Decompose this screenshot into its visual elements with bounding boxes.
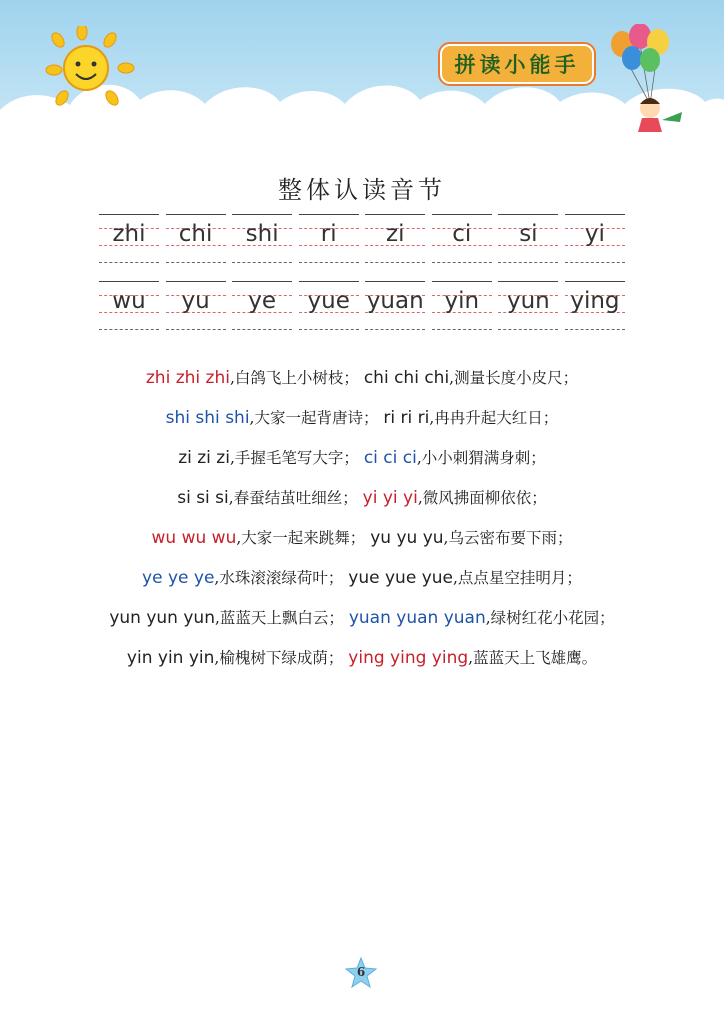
syllable: shi bbox=[245, 221, 279, 247]
syllable-cell bbox=[432, 281, 492, 337]
syllable: zhi bbox=[112, 221, 146, 247]
syllable-cell bbox=[166, 214, 226, 270]
rhyme-pinyin: yi yi yi bbox=[362, 488, 418, 508]
syllable-cell bbox=[232, 214, 292, 270]
badge-text: 拼读小能手 bbox=[454, 53, 580, 77]
rhyme-line bbox=[40, 564, 684, 604]
rhyme-pinyin: si si si bbox=[177, 488, 229, 508]
syllable-cell bbox=[99, 214, 159, 270]
syllable: yu bbox=[181, 288, 210, 314]
rhyme-text: ,榆槐树下绿成荫； bbox=[214, 649, 344, 667]
syllable-cell bbox=[498, 281, 558, 337]
rhyme-text: ,水珠滚滚绿荷叶； bbox=[214, 569, 344, 587]
rhyme-pinyin: ci ci ci bbox=[363, 448, 417, 468]
rhyme-pinyin: zi zi zi bbox=[178, 448, 230, 468]
syllable-cell bbox=[365, 281, 425, 337]
syllable-cell bbox=[565, 214, 625, 270]
rhyme-pinyin: yue yue yue bbox=[348, 568, 453, 588]
syllable-grid-row-1 bbox=[99, 214, 625, 270]
page-number-badge bbox=[344, 956, 378, 990]
rhyme-line bbox=[40, 364, 684, 404]
rhyme-text: ,小小刺猬满身刺； bbox=[416, 449, 546, 467]
syllable: ye bbox=[248, 288, 276, 314]
syllable-cell bbox=[432, 214, 492, 270]
syllable-cell bbox=[299, 214, 359, 270]
syllable: wu bbox=[112, 288, 146, 314]
syllable-cell bbox=[299, 281, 359, 337]
syllable-cell bbox=[166, 281, 226, 337]
syllable: ri bbox=[320, 221, 337, 247]
rhyme-text: ,春蚕结茧吐细丝； bbox=[228, 489, 358, 507]
rhyme-line bbox=[40, 444, 684, 484]
rhyme-pinyin: chi chi chi bbox=[363, 368, 450, 388]
rhyme-text: ,大家一起背唐诗； bbox=[249, 409, 379, 427]
rhyme-line bbox=[40, 524, 684, 564]
syllable-grid-row-2 bbox=[99, 281, 625, 337]
page-number: 6 bbox=[356, 965, 366, 979]
syllable-cell bbox=[365, 214, 425, 270]
rhyme-pinyin: shi shi shi bbox=[165, 408, 250, 428]
rhyme-line bbox=[40, 644, 684, 684]
rhyme-pinyin: wu wu wu bbox=[151, 528, 237, 548]
rhyme-pinyin: ye ye ye bbox=[142, 568, 215, 588]
syllable: yi bbox=[584, 221, 605, 247]
rhyme-list bbox=[40, 364, 684, 684]
syllable: yun bbox=[506, 288, 550, 314]
rhyme-text: ,白鸽飞上小树枝； bbox=[229, 369, 359, 387]
syllable-cell bbox=[498, 214, 558, 270]
syllable: chi bbox=[178, 221, 213, 247]
rhyme-pinyin: yin yin yin bbox=[126, 648, 215, 668]
rhyme-line bbox=[40, 604, 684, 644]
syllable: ci bbox=[452, 221, 472, 247]
syllable-cell bbox=[565, 281, 625, 337]
syllable: si bbox=[519, 221, 538, 247]
rhyme-line bbox=[40, 404, 684, 444]
rhyme-text: ,大家一起来跳舞； bbox=[236, 529, 366, 547]
syllable: yuan bbox=[366, 288, 424, 314]
rhyme-line bbox=[40, 484, 684, 524]
page-title: 整体认读音节 bbox=[278, 176, 446, 204]
rhyme-text: ,绿树红花小花园； bbox=[485, 609, 615, 627]
sun-icon bbox=[40, 26, 140, 120]
rhyme-pinyin: yu yu yu bbox=[370, 528, 444, 548]
rhyme-text: ,手握毛笔写大字； bbox=[229, 449, 359, 467]
rhyme-pinyin: zhi zhi zhi bbox=[145, 368, 230, 388]
rhyme-text: ,微风拂面柳依依； bbox=[417, 489, 547, 507]
rhyme-text: ,冉冉升起大红日； bbox=[429, 409, 559, 427]
rhyme-pinyin: yuan yuan yuan bbox=[348, 608, 486, 628]
section-badge bbox=[440, 44, 594, 84]
rhyme-pinyin: ri ri ri bbox=[383, 408, 430, 428]
rhyme-text: ,乌云密布要下雨； bbox=[443, 529, 573, 547]
rhyme-pinyin: yun yun yun bbox=[109, 608, 215, 628]
syllable-cell bbox=[99, 281, 159, 337]
rhyme-text: ,蓝蓝天上飞雄鹰。 bbox=[468, 649, 598, 667]
rhyme-pinyin: ying ying ying bbox=[348, 648, 469, 668]
syllable: yue bbox=[307, 288, 350, 314]
rhyme-text: ,测量长度小皮尺； bbox=[449, 369, 579, 387]
syllable-cell bbox=[232, 281, 292, 337]
rhyme-text: ,蓝蓝天上飘白云； bbox=[214, 609, 344, 627]
balloon-girl-icon bbox=[600, 24, 710, 135]
header-sky bbox=[0, 0, 724, 135]
syllable: ying bbox=[570, 288, 620, 314]
rhyme-text: ,点点星空挂明月； bbox=[453, 569, 582, 587]
syllable: yin bbox=[444, 288, 480, 314]
syllable: zi bbox=[386, 221, 405, 247]
